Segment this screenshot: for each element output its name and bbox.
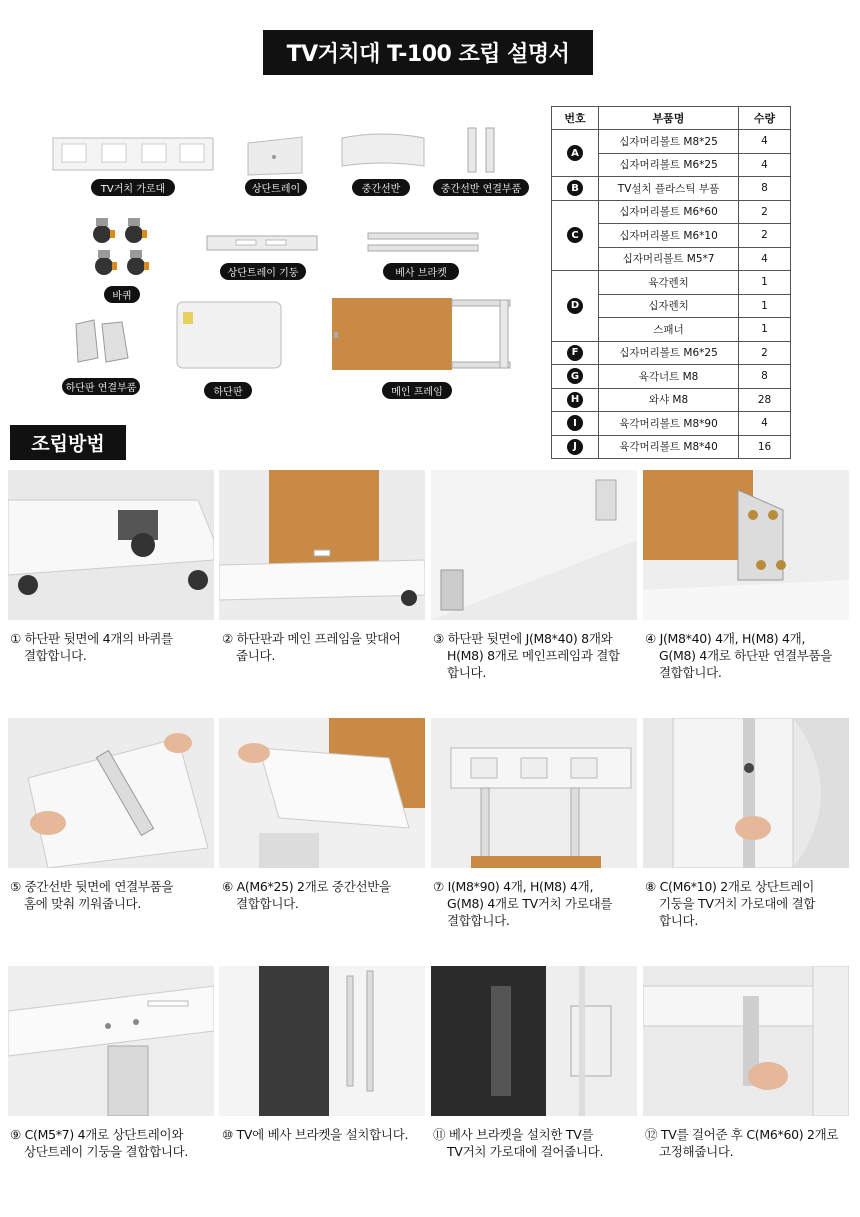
step-1-image xyxy=(8,470,214,620)
part-quantity-cell: 16 xyxy=(739,435,791,459)
step-12-image xyxy=(643,966,849,1116)
table-row xyxy=(552,200,791,224)
bottom-connector-label: 하단판 연결부품 xyxy=(62,378,140,395)
part-group-badge: A xyxy=(567,145,583,161)
step-number: ③ xyxy=(433,631,444,646)
part-quantity-cell: 4 xyxy=(739,130,791,154)
part-quantity-cell: 2 xyxy=(739,224,791,248)
parts-table xyxy=(551,106,791,459)
step-4-caption: ④ J(M8*40) 4개, H(M8) 4개, G(M8) 4개로 하단판 연결부품을 결합합니다. xyxy=(645,631,833,680)
part-name-cell: 스패너 xyxy=(599,318,739,342)
step-7-caption: ⑦ I(M8*90) 4개, H(M8) 4개, G(M8) 4개로 TV거치 가로대를 결합합니다. xyxy=(433,879,613,928)
step-11-image xyxy=(431,966,637,1116)
step-number: ⑪ xyxy=(433,1127,446,1142)
header-number: 번호 xyxy=(552,107,599,130)
part-group-number xyxy=(552,200,599,271)
main-frame-label: 메인 프레임 xyxy=(382,382,452,399)
table-row xyxy=(552,365,791,389)
step-number: ⑦ xyxy=(433,879,444,894)
step-8-image xyxy=(643,718,849,868)
step-11-caption: ⑪ 베사 브라켓을 설치한 TV를 TV거치 가로대에 걸어줍니다. xyxy=(433,1127,604,1159)
step-number: ⑩ xyxy=(222,1127,233,1142)
step-4-image xyxy=(643,470,849,620)
vesa-bracket-image xyxy=(367,231,479,255)
part-name-cell: 십자머리볼트 M8*25 xyxy=(599,130,739,154)
part-name-cell: 육각너트 M8 xyxy=(599,365,739,389)
vesa-bracket-label: 베사 브라켓 xyxy=(383,263,459,280)
step-8-caption: ⑧ C(M6*10) 2개로 상단트레이 기둥을 TV거치 가로대에 결합 합니다. xyxy=(645,879,816,928)
part-group-number xyxy=(552,271,599,342)
step-2-caption: ② 하단판과 메인 프레임을 맞대어 줍니다. xyxy=(222,631,401,663)
header-quantity: 수량 xyxy=(739,107,791,130)
part-group-badge: F xyxy=(567,345,583,361)
part-quantity-cell: 28 xyxy=(739,388,791,412)
step-5-caption: ⑤ 중간선반 뒷면에 연결부품을 홈에 맞춰 끼워줍니다. xyxy=(10,879,174,911)
step-9-caption: ⑨ C(M5*7) 4개로 상단트레이와 상단트레이 기둥을 결합합니다. xyxy=(10,1127,189,1159)
part-quantity-cell: 1 xyxy=(739,294,791,318)
middle-connector-image xyxy=(462,124,504,174)
part-quantity-cell: 1 xyxy=(739,318,791,342)
table-row xyxy=(552,130,791,154)
part-group-number xyxy=(552,341,599,365)
table-row xyxy=(552,271,791,295)
step-6-image xyxy=(219,718,425,868)
part-group-number xyxy=(552,388,599,412)
part-quantity-cell: 8 xyxy=(739,177,791,201)
page-title: TV거치대 T-100 조립 설명서 xyxy=(263,30,593,75)
part-group-number xyxy=(552,435,599,459)
part-name-cell: 육각렌치 xyxy=(599,271,739,295)
step-10-image xyxy=(219,966,425,1116)
step-number: ⑤ xyxy=(10,879,21,894)
part-name-cell: 십자머리볼트 M5*7 xyxy=(599,247,739,271)
part-quantity-cell: 4 xyxy=(739,247,791,271)
step-2-image xyxy=(219,470,425,620)
bottom-plate-image xyxy=(175,300,283,370)
tray-pillar-label: 상단트레이 기둥 xyxy=(220,263,306,280)
part-quantity-cell: 8 xyxy=(739,365,791,389)
table-row xyxy=(552,435,791,459)
part-quantity-cell: 4 xyxy=(739,153,791,177)
part-group-badge: C xyxy=(567,227,583,243)
tv-bar-label: TV거치 가로대 xyxy=(91,179,175,196)
part-group-number xyxy=(552,177,599,201)
main-frame-image xyxy=(330,296,514,372)
part-group-number xyxy=(552,412,599,436)
part-group-badge: I xyxy=(567,415,583,431)
step-6-caption: ⑥ A(M6*25) 2개로 중간선반을 결합합니다. xyxy=(222,879,391,911)
step-3-image xyxy=(431,470,637,620)
header-part-name: 부품명 xyxy=(599,107,739,130)
part-group-number xyxy=(552,130,599,177)
top-tray-image xyxy=(244,135,306,177)
part-quantity-cell: 2 xyxy=(739,200,791,224)
part-name-cell: 십자머리볼트 M6*60 xyxy=(599,200,739,224)
part-quantity-cell: 2 xyxy=(739,341,791,365)
part-name-cell: 와샤 M8 xyxy=(599,388,739,412)
step-1-caption: ① 하단판 뒷면에 4개의 바퀴를 결합합니다. xyxy=(10,631,173,663)
step-number: ⑥ xyxy=(222,879,233,894)
step-9-image xyxy=(8,966,214,1116)
wheels-image xyxy=(88,212,160,282)
step-number: ⑧ xyxy=(645,879,656,894)
step-3-caption: ③ 하단판 뒷면에 J(M8*40) 8개와 H(M8) 8개로 메인프레임과 결합 합니다. xyxy=(433,631,620,680)
part-group-badge: H xyxy=(567,392,583,408)
part-group-badge: J xyxy=(567,439,583,455)
part-quantity-cell: 1 xyxy=(739,271,791,295)
part-name-cell: 십자머리볼트 M6*25 xyxy=(599,153,739,177)
step-number: ① xyxy=(10,631,21,646)
middle-connector-label: 중간선반 연결부품 xyxy=(433,179,529,196)
table-row xyxy=(552,412,791,436)
tray-pillar-image xyxy=(206,232,318,254)
part-quantity-cell: 4 xyxy=(739,412,791,436)
part-group-badge: G xyxy=(567,368,583,384)
part-group-badge: D xyxy=(567,298,583,314)
part-group-number xyxy=(552,365,599,389)
part-name-cell: TV설치 플라스틱 부품 xyxy=(599,177,739,201)
bottom-plate-label: 하단판 xyxy=(204,382,252,399)
part-name-cell: 육각머리볼트 M8*90 xyxy=(599,412,739,436)
table-row xyxy=(552,388,791,412)
tv-bar-image xyxy=(52,137,214,171)
part-name-cell: 십자렌치 xyxy=(599,294,739,318)
section-title: 조립방법 xyxy=(10,425,126,460)
part-name-cell: 십자머리볼트 M6*25 xyxy=(599,341,739,365)
step-number: ④ xyxy=(645,631,656,646)
part-group-badge: B xyxy=(567,180,583,196)
step-number: ⑫ xyxy=(645,1127,658,1142)
middle-shelf-image xyxy=(338,130,428,176)
middle-shelf-label: 중간선반 xyxy=(352,179,410,196)
step-number: ⑨ xyxy=(10,1127,21,1142)
table-row xyxy=(552,177,791,201)
table-row xyxy=(552,341,791,365)
table-header-row xyxy=(552,107,791,130)
step-number: ② xyxy=(222,631,233,646)
bottom-connector-image xyxy=(70,318,134,366)
step-12-caption: ⑫ TV를 걸어준 후 C(M6*60) 2개로 고정해줍니다. xyxy=(645,1127,839,1159)
part-name-cell: 육각머리볼트 M8*40 xyxy=(599,435,739,459)
part-name-cell: 십자머리볼트 M6*10 xyxy=(599,224,739,248)
step-5-image xyxy=(8,718,214,868)
step-7-image xyxy=(431,718,637,868)
top-tray-label: 상단트레이 xyxy=(245,179,307,196)
step-10-caption: ⑩ TV에 베사 브라켓을 설치합니다. xyxy=(222,1127,409,1142)
wheels-label: 바퀴 xyxy=(104,286,140,303)
